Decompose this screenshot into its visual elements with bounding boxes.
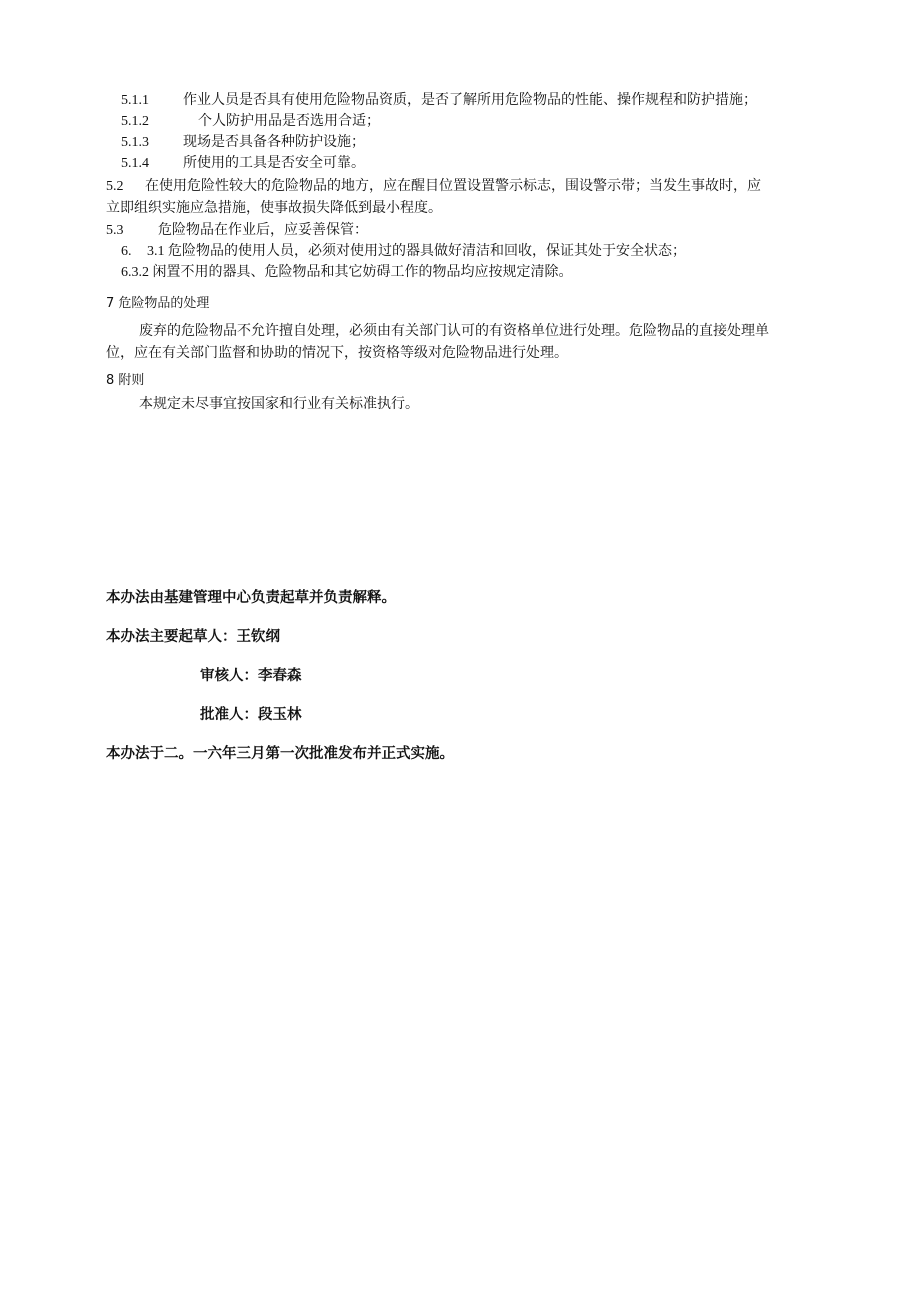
item-5-2: [106, 176, 761, 198]
item-6-3-1: [121, 241, 686, 263]
signoff-approver: 批准人：段玉林: [200, 707, 302, 723]
item-5-1-1: [121, 90, 757, 112]
section-7-heading: 7 危险物品的处理: [106, 296, 210, 311]
item-5-3: [106, 220, 368, 242]
item-5-1-4: [121, 153, 365, 175]
item-text: 在使用危险性较大的危险物品的地方，应在醒目位置设置警示标志，围设警示带；当发生事故时，应: [145, 179, 761, 194]
item-5-1-3: [121, 132, 365, 154]
section-7-paragraph-continued: 位，应在有关部门监督和协助的情况下，按资格等级对危险物品进行处理。: [106, 346, 568, 361]
section-8-paragraph: 本规定未尽事宜按国家和行业有关标准执行。: [139, 397, 419, 412]
item-number: 5.1.4: [121, 156, 149, 171]
item-text: 立即组织实施应急措施，使事故损失降低到最小程度。: [106, 201, 442, 216]
item-number: 5.1.2: [121, 114, 149, 129]
section-7-paragraph: 废弃的危险物品不允许擅自处理，必须由有关部门认可的有资格单位进行处理。危险物品的直接处理单: [139, 324, 769, 339]
item-number: 5.3: [106, 223, 124, 238]
item-5-1-2: [121, 111, 380, 133]
item-number: 5.1.3: [121, 135, 149, 150]
signoff-drafter: 本办法主要起草人：王钦纲: [106, 629, 280, 645]
item-text: 现场是否具备各种防护设施；: [183, 135, 365, 150]
item-number: 5.2: [106, 179, 124, 194]
signoff-reviewer: 审核人：李春森: [200, 668, 302, 684]
item-number: 6.: [121, 244, 132, 259]
item-text: 个人防护用品是否选用合适；: [198, 114, 380, 129]
item-6-3-2: [121, 262, 573, 284]
item-number: 5.1.1: [121, 93, 149, 108]
item-text: 所使用的工具是否安全可靠。: [183, 156, 365, 171]
signoff-effective-date: 本办法于二。一六年三月第一次批准发布并正式实施。: [106, 746, 454, 762]
section-8-heading: 8 附则: [106, 373, 145, 388]
item-text: 6.3.2 闲置不用的器具、危险物品和其它妨碍工作的物品均应按规定清除。: [121, 265, 573, 280]
item-5-2-continued: [106, 198, 442, 220]
item-text: 3.1 危险物品的使用人员，必须对使用过的器具做好清洁和回收，保证其处于安全状态；: [147, 244, 686, 259]
item-text: 作业人员是否具有使用危险物品资质，是否了解所用危险物品的性能、操作规程和防护措施；: [183, 93, 757, 108]
item-text: 危险物品在作业后，应妥善保管：: [158, 223, 368, 238]
signoff-explanation: 本办法由基建管理中心负责起草并负责解释。: [106, 590, 396, 606]
